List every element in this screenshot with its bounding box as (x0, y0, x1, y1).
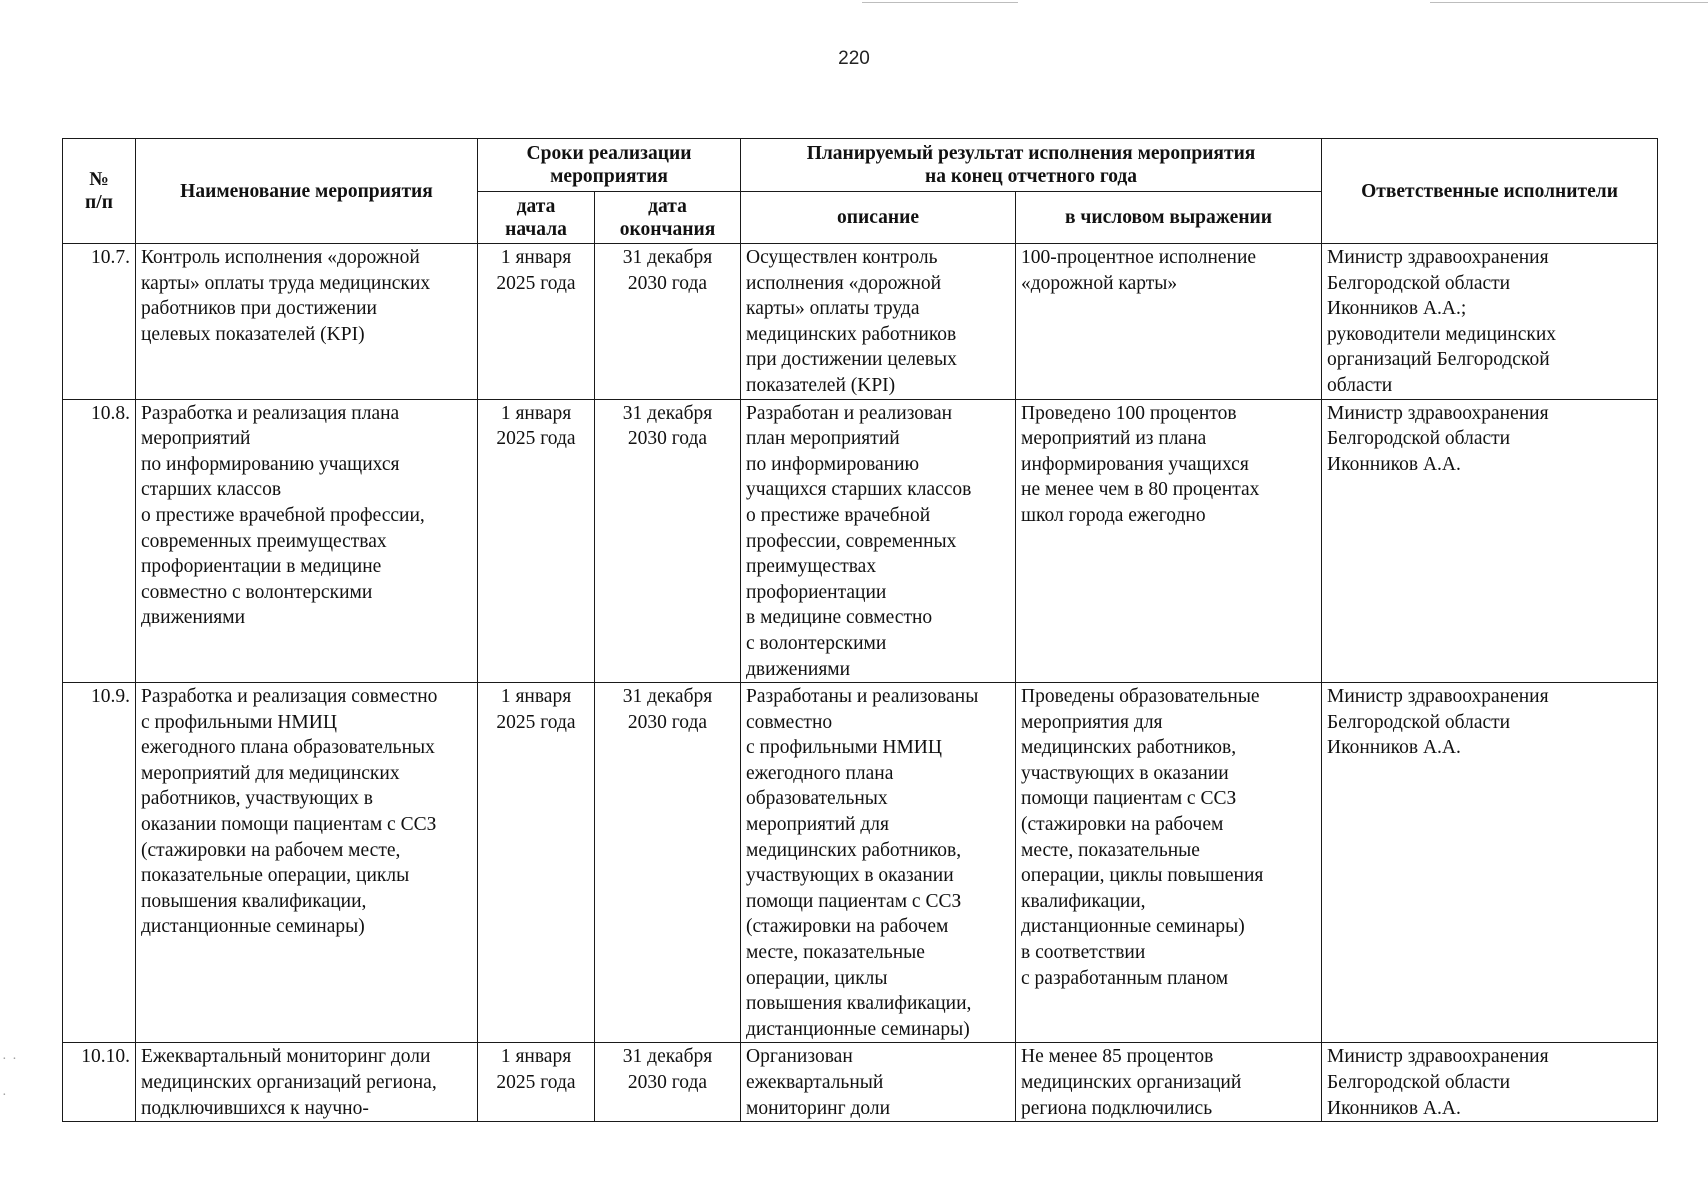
responsible: Министр здравоохранения Белгородской области Иконников А.А. (1322, 683, 1658, 1043)
end-date: 31 декабря 2030 года (595, 683, 741, 1043)
start-date: 1 января 2025 года (478, 683, 595, 1043)
measure-name: Контроль исполнения «дорожной карты» оплаты труда медицинских работников при достижении целевых показателей (KPI) (136, 244, 478, 400)
table-row (63, 1043, 1658, 1122)
header-responsible: Ответственные исполнители (1322, 139, 1658, 244)
result-numeric: 100-процентное исполнение «дорожной карты» (1016, 244, 1322, 400)
table-row (63, 244, 1658, 400)
responsible: Министр здравоохранения Белгородской области Иконников А.А. (1322, 1043, 1658, 1122)
result-numeric: Проведены образовательные мероприятия для медицинских работников, участвующих в оказании помощи пациентам с ССЗ (стажировки на рабочем месте, показательные операции, циклы повышения квалификации, дистанционные семинары) в соответствии с разработанным планом (1016, 683, 1322, 1043)
start-date: 1 января 2025 года (478, 1043, 595, 1122)
result-numeric: Проведено 100 процентов мероприятий из плана информирования учащихся не менее чем в 80 процентах школ города ежегодно (1016, 399, 1322, 683)
table-row (63, 399, 1658, 683)
row-number: 10.10. (63, 1043, 136, 1122)
header-terms: Сроки реализации мероприятия (478, 139, 741, 192)
result-description: Разработан и реализован план мероприятий по информированию учащихся старших классов о престиже врачебной профессии, современных преимуществах профориентации в медицине совместно с волонтерскими движениями (741, 399, 1016, 683)
end-date: 31 декабря 2030 года (595, 244, 741, 400)
page-number: 220 (838, 48, 870, 69)
result-numeric: Не менее 85 процентов медицинских организаций региона подключились (1016, 1043, 1322, 1122)
result-description: Разработаны и реализованы совместно с профильными НМИЦ ежегодного плана образовательных мероприятий для медицинских работников, участвующих в оказании помощи пациентам с ССЗ (стажировки на рабочем месте, показательные операции, циклы повышения квалификации, дистанционные семинары) (741, 683, 1016, 1043)
measure-name: Ежеквартальный мониторинг доли медицинских организаций региона, подключившихся к научно- (136, 1043, 478, 1122)
action-plan-table (62, 138, 1658, 1122)
header-start-date: дата начала (478, 192, 595, 244)
measure-name: Разработка и реализация совместно с профильными НМИЦ ежегодного плана образовательных мероприятий для медицинских работников, участвующих в оказании помощи пациентам с ССЗ (стажировки на рабочем месте, показательные операции, циклы повышения квалификации, дистанционные семинары) (136, 683, 478, 1043)
start-date: 1 января 2025 года (478, 399, 595, 683)
responsible: Министр здравоохранения Белгородской области Иконников А.А.; руководители медицинских организаций Белгородской области (1322, 244, 1658, 400)
header-description: описание (741, 192, 1016, 244)
result-description: Осуществлен контроль исполнения «дорожной карты» оплаты труда медицинских работников при достижении целевых показателей (KPI) (741, 244, 1016, 400)
start-date: 1 января 2025 года (478, 244, 595, 400)
measure-name: Разработка и реализация плана мероприятий по информированию учащихся старших классов о престиже врачебной профессии, современных преимуществах профориентации в медицине совместно с волонтерскими движениями (136, 399, 478, 683)
header-name: Наименование мероприятия (136, 139, 478, 244)
responsible: Министр здравоохранения Белгородской области Иконников А.А. (1322, 399, 1658, 683)
end-date: 31 декабря 2030 года (595, 1043, 741, 1122)
header-row-top (63, 139, 1658, 192)
row-number: 10.8. (63, 399, 136, 683)
scan-artifact-line (1430, 2, 1708, 3)
header-num: № п/п (63, 139, 136, 244)
scan-artifact-line (862, 2, 1018, 3)
row-number: 10.9. (63, 683, 136, 1043)
scan-artifact-dots: · · (2, 1052, 18, 1067)
table-row (63, 683, 1658, 1043)
scan-artifact-dots: · (2, 1088, 8, 1103)
header-result: Планируемый результат исполнения мероприятия на конец отчетного года (741, 139, 1322, 192)
header-numeric: в числовом выражении (1016, 192, 1322, 244)
header-end-date: дата окончания (595, 192, 741, 244)
row-number: 10.7. (63, 244, 136, 400)
result-description: Организован ежеквартальный мониторинг доли (741, 1043, 1016, 1122)
end-date: 31 декабря 2030 года (595, 399, 741, 683)
